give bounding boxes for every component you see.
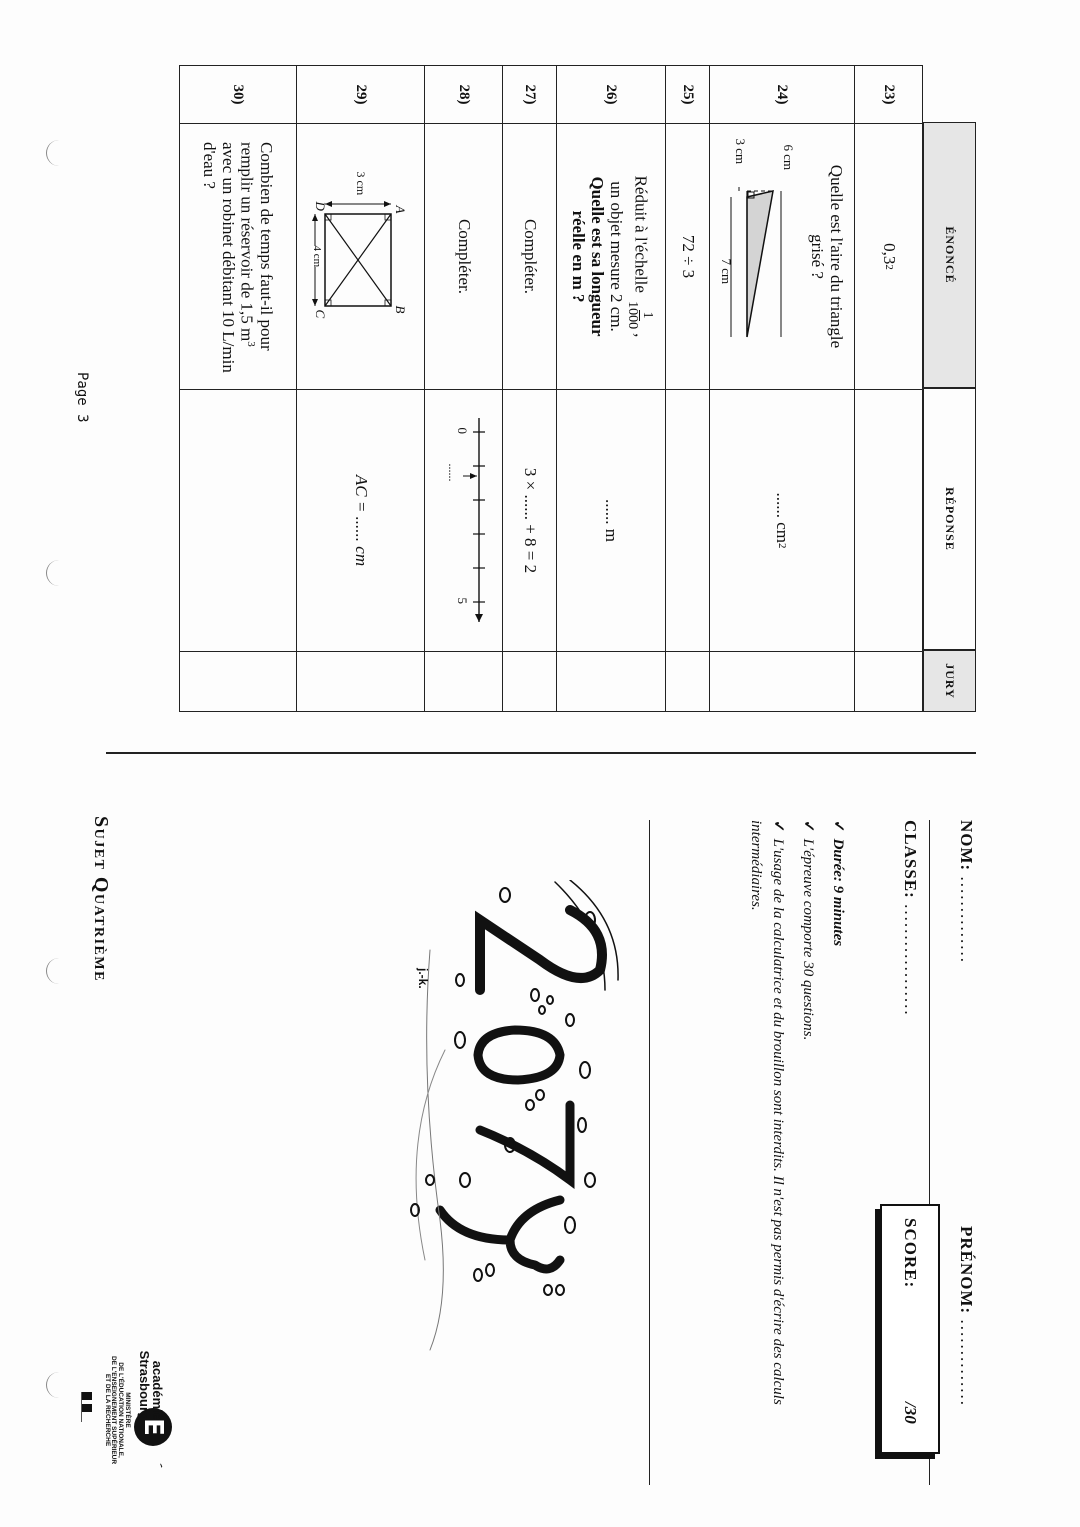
academy-line: académie	[150, 1360, 165, 1420]
instruction-questions	[796, 820, 818, 1470]
instruction-text: L'usage de la calculatrice et du brouillon sont interdits. Il n'est pas permis d'écrire des calculs intermédiaires.	[748, 820, 786, 1405]
scale-fraction	[625, 299, 654, 331]
figure-label: 6 cm	[781, 144, 797, 171]
question-number: 27)	[521, 84, 538, 105]
nom-field[interactable]	[956, 820, 976, 964]
answer-text: AC = ...... cm	[351, 474, 371, 567]
jury-cell	[855, 651, 922, 713]
number-line-drawing	[434, 416, 494, 626]
enonce-text: ,	[631, 333, 651, 338]
header-enonce: ÉNONCÉ	[923, 122, 976, 388]
header-reponse: RÉPONSE	[923, 388, 976, 650]
classe-dots: ..................	[901, 904, 920, 1017]
nom-label: NOM:	[957, 820, 976, 872]
classe-field[interactable]	[900, 820, 920, 1017]
question-number: 29)	[352, 84, 369, 105]
triangle-drawing	[715, 167, 803, 347]
vertex-label: D	[313, 201, 329, 211]
question-enonce: Compléter.	[503, 123, 556, 389]
academy-e-icon: E	[134, 1408, 172, 1446]
enonce-text	[200, 142, 277, 378]
prenom-field[interactable]	[956, 1226, 976, 1407]
ministry-line: DE L'ÉDUCATION NATIONALE,	[117, 1362, 125, 1458]
jury-cell	[297, 651, 424, 713]
vertex-label: A	[393, 205, 409, 214]
number-line	[434, 416, 494, 626]
ministry-line: ET DE LA RECHERCHE	[103, 1373, 111, 1447]
question-enonce	[710, 123, 854, 389]
figure-label: 4 cm	[311, 245, 324, 268]
jury-cell	[180, 651, 296, 713]
fold-divider	[106, 752, 976, 754]
question-enonce: 72 ÷ 3	[666, 123, 709, 389]
vertex-label: B	[393, 305, 409, 314]
answer-cell[interactable]	[425, 389, 502, 651]
page-number: Page 3	[74, 372, 90, 423]
punch-hole-mark	[46, 1372, 65, 1398]
answer-cell[interactable]	[666, 389, 709, 651]
question-number: 24)	[774, 84, 791, 105]
table-row	[296, 65, 424, 712]
table-row	[179, 65, 296, 712]
academy-line: Strasbourg	[137, 1350, 152, 1420]
ministry-text	[103, 1350, 130, 1470]
punch-hole-mark	[46, 958, 65, 984]
enonce-part: avec un robinet débitant 10 L/min d'eau ?	[199, 142, 238, 373]
ministry-line: DE L'ENSEIGNEMENT SUPÉRIEUR	[110, 1355, 118, 1465]
answer-cell[interactable]	[855, 389, 922, 651]
table-row	[502, 65, 556, 712]
instruction-text: L'épreuve comporte 30 questions.	[800, 838, 816, 1041]
question-number: 26)	[603, 84, 620, 105]
question-number: 28)	[455, 84, 472, 105]
artist-signature: j.-k.	[416, 968, 430, 989]
figure-label: 3 cm	[733, 138, 749, 165]
answer-text: 3 × ...... + 8 = 2	[520, 467, 540, 574]
answer-cell[interactable]	[297, 389, 424, 651]
question-number: 23)	[880, 84, 897, 105]
header-jury: JURY	[923, 650, 976, 712]
year-artwork-text	[625, 1210, 626, 1213]
table-row	[665, 65, 709, 712]
exponent: 3	[245, 341, 258, 347]
exponent: 2	[882, 264, 895, 270]
answer-text: ...... cm	[773, 492, 793, 544]
prenom-dots: ..............	[957, 1319, 976, 1407]
exponent: 2	[776, 543, 789, 549]
question-enonce: Compléter.	[425, 123, 502, 389]
check-icon: ✓	[770, 820, 786, 833]
enonce-line	[625, 142, 654, 372]
answer-cell[interactable]	[180, 389, 296, 651]
enonce-text: Quelle est l'aire du triangle grisé ?	[808, 164, 846, 349]
question-table	[148, 65, 976, 712]
answer-text: ...... m	[602, 499, 622, 542]
punch-hole-mark	[46, 140, 65, 166]
nom-dots: ..............	[957, 876, 976, 964]
figure-label: 3 cm	[354, 171, 369, 196]
check-icon: ✓	[830, 820, 846, 833]
academy-logo	[70, 1350, 180, 1520]
triangle-figure	[715, 138, 803, 347]
question-number: 25)	[679, 84, 696, 105]
table-row	[556, 65, 665, 712]
prenom-label: PRÉNOM:	[957, 1226, 976, 1315]
fraction-numerator: 1	[639, 311, 655, 319]
jury-cell	[557, 651, 665, 713]
rectangle-figure	[306, 171, 416, 332]
enonce-text: Réduit à l'échelle	[631, 175, 651, 293]
question-enonce	[557, 123, 665, 389]
punch-hole-mark	[46, 560, 65, 586]
question-number: 30)	[230, 84, 247, 105]
axis-label: 5	[455, 597, 471, 604]
instruction-duree	[826, 820, 848, 1470]
classe-label: CLASSE:	[901, 820, 920, 899]
year-artwork-drawing	[390, 880, 630, 1380]
vertex-label: C	[313, 309, 329, 319]
republic-logo-icon	[80, 1392, 92, 1422]
table-row	[709, 65, 854, 712]
enonce-question: Quelle est sa longueur réelle en m ?	[569, 176, 607, 337]
question-enonce	[180, 123, 296, 389]
answer-cell[interactable]	[503, 389, 556, 651]
jury-cell	[425, 651, 502, 713]
jury-cell	[710, 651, 854, 713]
ministry-line: MINISTÈRE	[124, 1392, 131, 1428]
check-icon: ✓	[800, 820, 816, 833]
answer-cell[interactable]	[557, 389, 665, 651]
table-header	[923, 122, 976, 712]
jury-cell	[666, 651, 709, 713]
score-label: SCORE:	[901, 1218, 920, 1289]
table-row	[424, 65, 502, 712]
figure-label: 7 cm	[719, 258, 735, 285]
instructions-rule	[649, 820, 650, 1485]
accent-icon: ´	[146, 1453, 167, 1471]
fraction-denominator: 1000	[624, 301, 640, 330]
score-box	[880, 1204, 940, 1454]
axis-blank[interactable]: ......	[446, 463, 461, 482]
answer-cell[interactable]	[710, 389, 854, 651]
question-enonce	[855, 123, 922, 389]
enonce-text: 0,3	[879, 243, 899, 265]
academy-name	[138, 1350, 164, 1420]
subject-title: Sujet Quatrième	[90, 816, 112, 982]
year-artwork	[390, 880, 630, 1380]
instruction-usage	[745, 820, 789, 1470]
enonce-text: un objet mesure 2 cm.	[606, 181, 626, 332]
axis-label: 0	[455, 427, 471, 434]
table-row	[854, 65, 923, 712]
jury-cell	[503, 651, 556, 713]
instruction-text: Durée: 9 minutes	[830, 838, 846, 947]
score-value: /30	[901, 1402, 920, 1424]
question-enonce	[297, 123, 424, 389]
enonce-part: Combien de temps faut-il pour remplir un réservoir de 1,5 m	[237, 142, 277, 351]
